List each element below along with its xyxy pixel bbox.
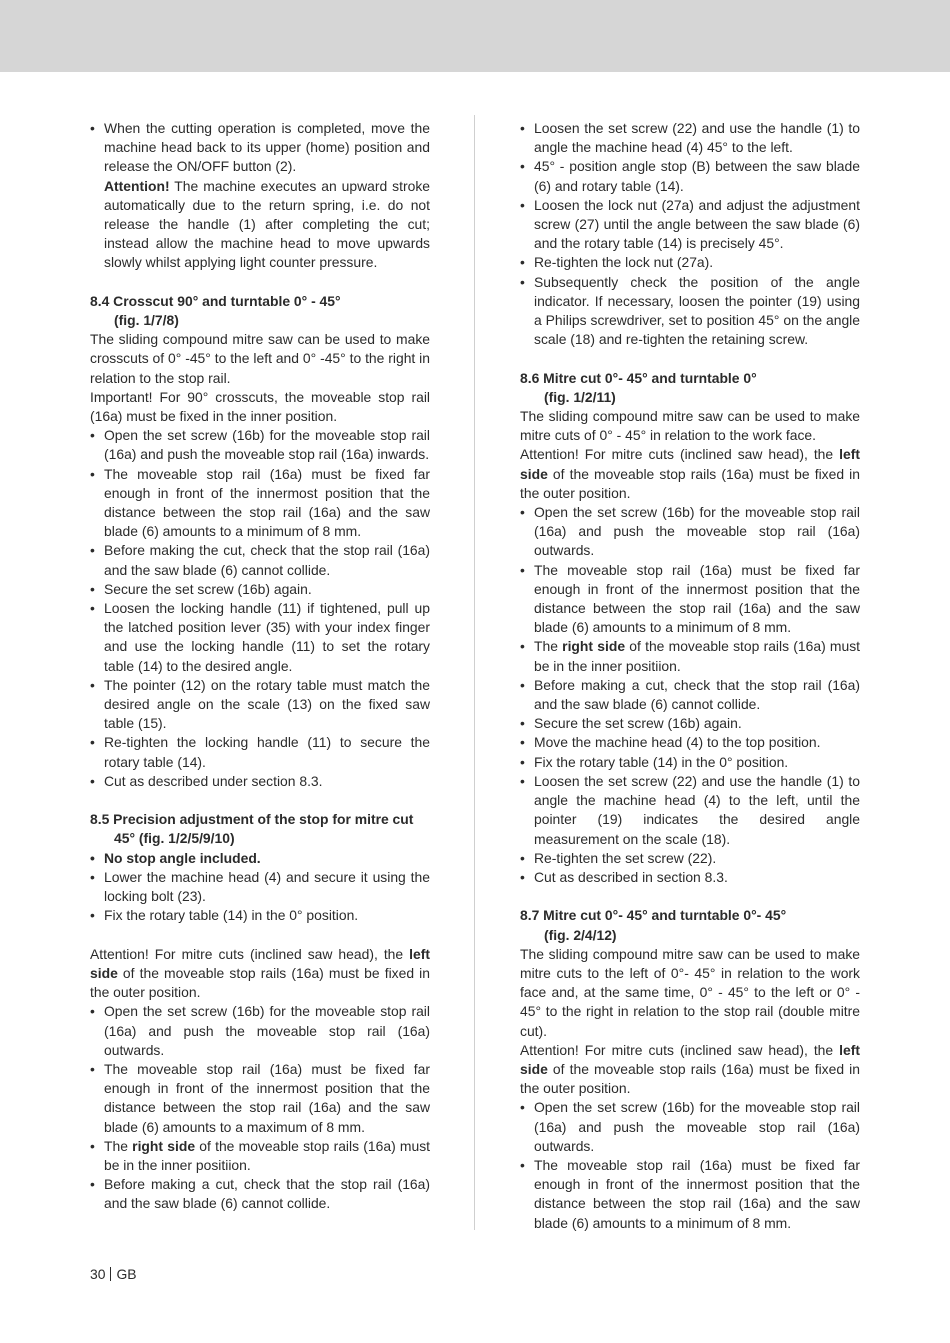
attention-label: Attention! — [104, 177, 170, 194]
list-item: • Open the set screw (16b) for the moveable stop rail (16a) and push the moveable stop rail (16a) outwards. — [90, 1002, 430, 1060]
section-8-5-continued-list — [520, 119, 860, 349]
list-item: • No stop angle included. — [90, 849, 430, 868]
list-item: • Fix the rotary table (14) in the 0° position. — [90, 906, 430, 925]
section-8-6-heading — [520, 369, 860, 407]
section-figure-ref: (fig. 2/4/12) — [544, 926, 617, 943]
intro-list — [90, 119, 430, 177]
section-8-5-list-2 — [90, 1002, 430, 1213]
section-8-5-list — [90, 849, 430, 926]
list-item: • Cut as described in section 8.3. — [520, 868, 860, 887]
list-item: • Move the machine head (4) to the top position. — [520, 733, 860, 752]
section-8-4-list — [90, 426, 430, 791]
list-item: • Fix the rotary table (14) in the 0° position. — [520, 753, 860, 772]
list-item — [90, 1137, 430, 1175]
language-code: GB — [116, 1266, 137, 1282]
list-item: • The moveable stop rail (16a) must be fixed far enough in front of the innermost position that the distance between the stop rail (16a) and the saw blade (6) amounts to a minimum of 8 mm. — [90, 465, 430, 542]
list-item: • 45° - position angle stop (B) between the saw blade (6) and rotary table (14). — [520, 157, 860, 195]
list-item: • Lower the machine head (4) and secure it using the locking bolt (23). — [90, 868, 430, 906]
paragraph: The sliding compound mitre saw can be used to make mitre cuts to the left of 0°- 45° in relation to the work face and, at the same time, 0° - 45° to the left or 0° - 45° to the right in relation to the stop rail (double mitre cut). — [520, 945, 860, 1039]
list-item-text: of the moveable stop rails (16a) must be in the inner positiion. — [534, 638, 861, 674]
paragraph: The sliding compound mitre saw can be used to make mitre cuts of 0° - 45° in relation to the work face. — [520, 408, 860, 444]
list-item: • Re-tighten the locking handle (11) to secure the rotary table (14). — [90, 733, 430, 771]
list-item: • Subsequently check the position of the angle indicator. If necessary, loosen the pointer (19) using a Philips screwdriver, set to position 45° on the angle scale (18) and re-tighten the retaining screw. — [520, 273, 860, 350]
paragraph: Important! For 90° crosscuts, the moveable stop rail (16a) must be fixed in the inner position. — [90, 388, 430, 425]
list-item: • Loosen the lock nut (27a) and adjust the adjustment screw (27) until the angle between the saw blade (6) and the rotary table (14) is precisely 45°. — [520, 196, 860, 254]
right-column — [520, 119, 860, 1233]
paragraph: The sliding compound mitre saw can be used to make crosscuts of 0° -45° to the left and 0° -45° to the right in relation to the stop rail. — [90, 331, 430, 386]
attention-bold: left side — [520, 446, 860, 482]
list-item: • Secure the set screw (16b) again. — [520, 714, 860, 733]
attention-bold: left side — [90, 945, 430, 981]
section-8-7-list — [520, 1098, 860, 1232]
list-item-text: The — [534, 638, 563, 655]
left-column — [90, 119, 430, 1214]
list-item-text: of the moveable stop rails (16a) must be in the inner positiion. — [104, 1137, 431, 1173]
attention-text: Attention! For mitre cuts (inclined saw head), the — [520, 446, 840, 463]
attention-text: The machine executes an upward stroke automatically due to the return spring, i.e. do not release the handle (1) after completing the cut; instead allow the machine head to move upwards slowly whilst applying light counter pressure. — [104, 177, 430, 271]
page-number: 30 — [90, 1266, 106, 1282]
footer-separator — [110, 1267, 111, 1281]
attention-text: Attention! For mitre cuts (inclined saw head), the — [90, 945, 410, 962]
list-item: • Secure the set screw (16b) again. — [90, 580, 430, 599]
list-item: • Open the set screw (16b) for the moveable stop rail (16a) and push the moveable stop rail (16a) inwards. — [90, 426, 430, 464]
list-item — [90, 119, 430, 177]
attention-paragraph — [520, 1041, 860, 1099]
section-title: 8.6 Mitre cut 0°- 45° and turntable 0° — [520, 369, 757, 386]
list-item: • The moveable stop rail (16a) must be fixed far enough in front of the innermost position that the distance between the stop rail (16a) and the saw blade (6) amounts to a maximum of 8 mm. — [90, 1060, 430, 1137]
section-figure-ref: (fig. 1/2/11) — [544, 388, 616, 405]
list-item: • Loosen the locking handle (11) if tightened, pull up the latched position lever (35) with your index finger and use the locking handle (11) to set the rotary table (14) to the desired angle. — [90, 599, 430, 676]
list-item: • Open the set screw (16b) for the moveable stop rail (16a) and push the moveable stop rail (16a) outwards. — [520, 503, 860, 561]
page-footer — [90, 1265, 137, 1284]
column-divider — [474, 115, 475, 1230]
header-band — [0, 0, 950, 72]
attention-text: Attention! For mitre cuts (inclined saw head), the — [520, 1041, 840, 1058]
list-item-text: When the cutting operation is completed, move the machine head back to its upper (home) position and release the ON/OFF button (2). — [104, 120, 430, 175]
list-item: • The pointer (12) on the rotary table must match the desired angle on the scale (13) on the fixed saw table (15). — [90, 676, 430, 734]
list-item: • Open the set screw (16b) for the moveable stop rail (16a) and push the moveable stop rail (16a) outwards. — [520, 1098, 860, 1156]
list-item: • Before making a cut, check that the stop rail (16a) and the saw blade (6) cannot collide. — [90, 1175, 430, 1213]
section-title: 8.7 Mitre cut 0°- 45° and turntable 0°- 45° — [520, 907, 787, 924]
list-item: • Re-tighten the set screw (22). — [520, 849, 860, 868]
list-item-bold: right side — [562, 638, 626, 655]
section-8-4-heading — [90, 292, 430, 330]
list-item: • Before making a cut, check that the stop rail (16a) and the saw blade (6) cannot collide. — [520, 676, 860, 714]
section-8-5-heading — [90, 810, 430, 848]
section-title: 8.5 Precision adjustment of the stop for mitre cut — [90, 811, 414, 828]
list-item — [520, 637, 860, 675]
attention-bold: left side — [520, 1041, 860, 1077]
attention-text: of the moveable stop rails (16a) must be fixed in the outer position. — [90, 964, 430, 1001]
attention-text: of the moveable stop rails (16a) must be fixed in the outer position. — [520, 1060, 860, 1097]
list-item: • The moveable stop rail (16a) must be fixed far enough in front of the innermost position that the distance between the stop rail (16a) and the saw blade (6) amounts to a minimum of 8 mm. — [520, 1156, 860, 1233]
attention-note — [90, 177, 430, 273]
section-figure-ref: 45° (fig. 1/2/5/9/10) — [114, 830, 235, 847]
list-item: • Before making the cut, check that the stop rail (16a) and the saw blade (6) cannot collide. — [90, 541, 430, 579]
attention-paragraph — [90, 945, 430, 1003]
list-item: • The moveable stop rail (16a) must be fixed far enough in front of the innermost position that the distance between the stop rail (16a) and the saw blade (6) amounts to a minimum of 8 mm. — [520, 561, 860, 638]
section-8-7-heading — [520, 906, 860, 944]
list-item-bold: right side — [132, 1137, 196, 1154]
list-item: • Cut as described under section 8.3. — [90, 772, 430, 791]
list-item: • Loosen the set screw (22) and use the handle (1) to angle the machine head (4) 45° to the left. — [520, 119, 860, 157]
list-item: • Loosen the set screw (22) and use the handle (1) to angle the machine head (4) to the left, until the pointer (19) indicates the desired angle measurement on the scale (18). — [520, 772, 860, 849]
attention-paragraph — [520, 445, 860, 503]
list-item-text: The — [104, 1137, 133, 1154]
section-title: 8.4 Crosscut 90° and turntable 0° - 45° — [90, 292, 341, 309]
section-8-6-list — [520, 503, 860, 887]
list-item: • Re-tighten the lock nut (27a). — [520, 253, 860, 272]
section-figure-ref: (fig. 1/7/8) — [114, 312, 179, 329]
attention-text: of the moveable stop rails (16a) must be fixed in the outer position. — [520, 465, 860, 501]
